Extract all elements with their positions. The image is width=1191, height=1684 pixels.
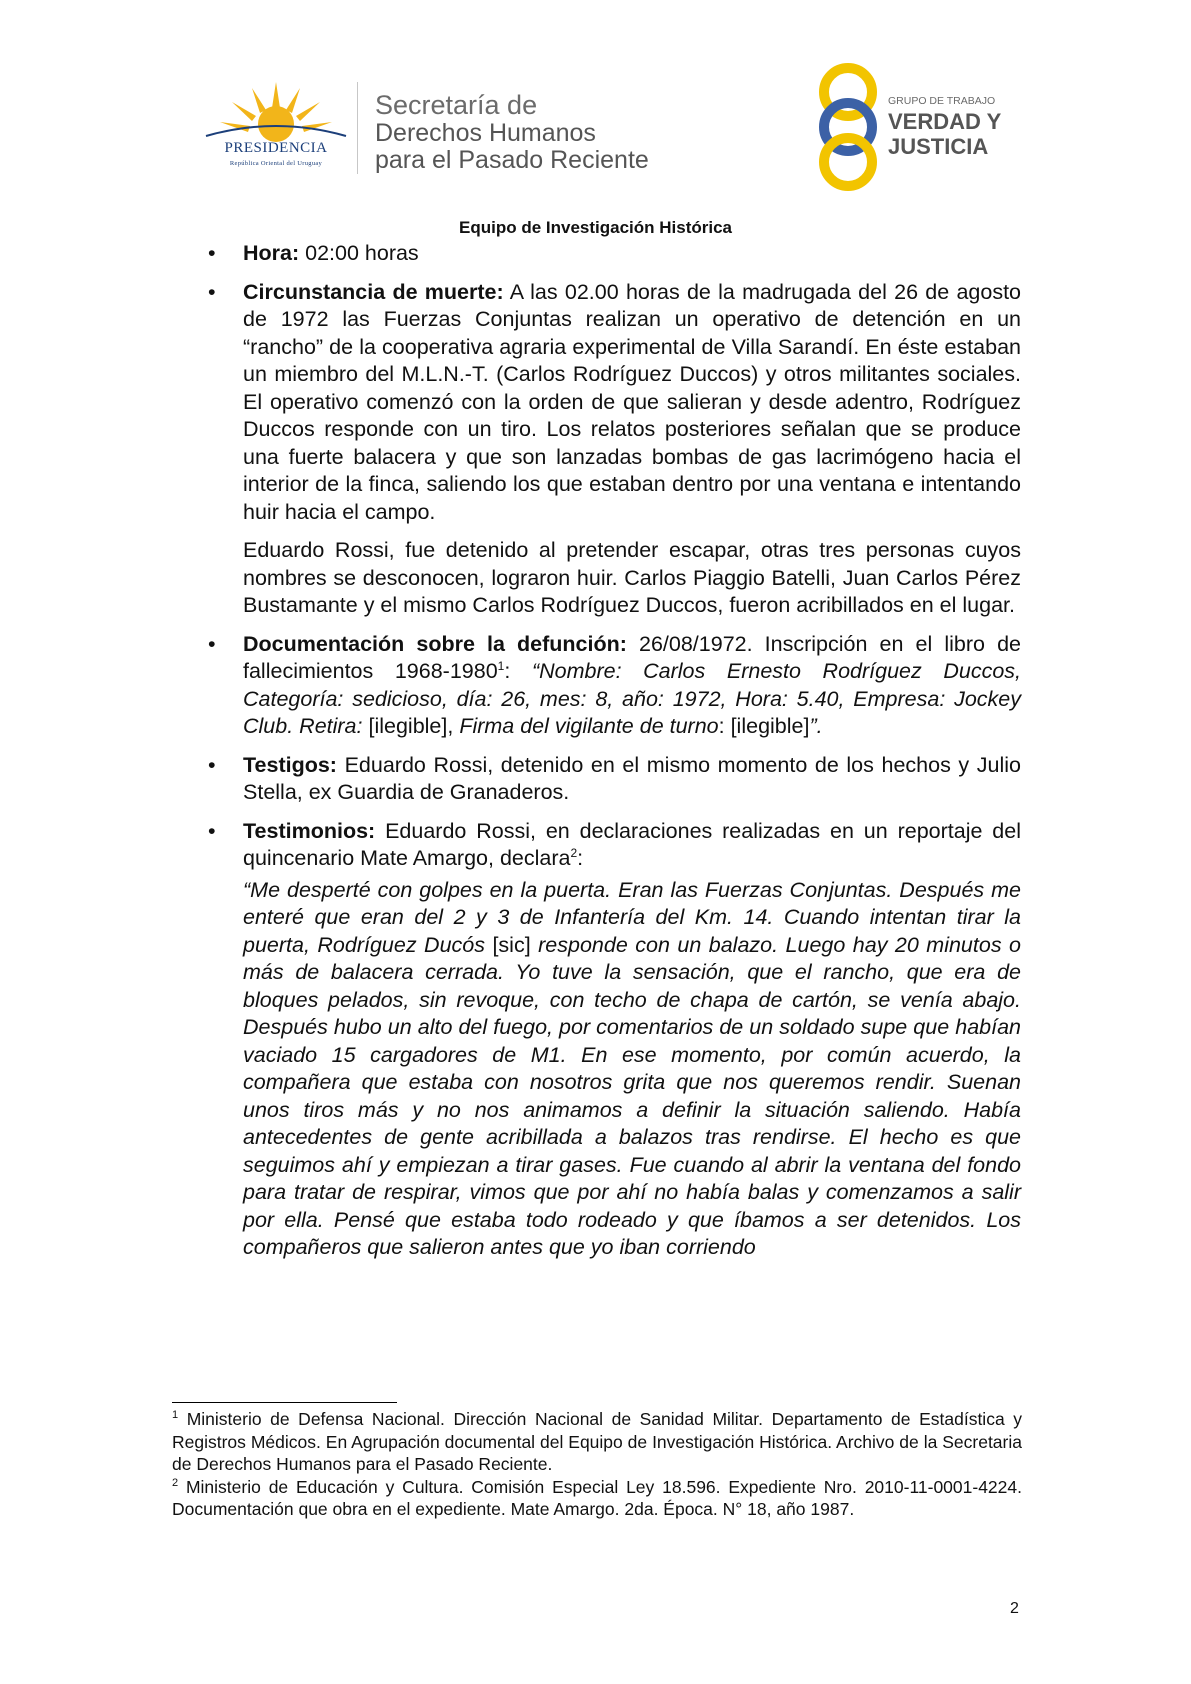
testimonios-label: Testimonios: — [243, 818, 376, 843]
list-item-documentacion — [208, 631, 1022, 741]
documentacion-label: Documentación sobre la defunción: — [243, 631, 627, 656]
hora-value: 02:00 horas — [299, 241, 419, 265]
documentacion-text-4: : [ilegible] — [718, 714, 810, 738]
bullet-icon: • — [208, 818, 216, 843]
documentacion-italic-3: ”. — [809, 714, 823, 738]
footnote-ref-2[interactable]: 2 — [570, 845, 578, 860]
documentacion-text-2: : — [504, 659, 532, 683]
quote-sic: [sic] — [492, 932, 531, 957]
circunstancia-paragraph-2: Eduardo Rossi, fue detenido al pretender escapar, otras tres personas cuyos nombres se desconocen, lograron huir. Carlos Piaggio Batelli, Juan Carlos Pérez Bustamante y el mismo Carlos Rodríguez Duccos, fueron acribillados en el lugar. — [243, 538, 1021, 617]
list-item-testimonios — [208, 818, 1021, 1262]
secretaria-logo — [375, 90, 705, 174]
secretaria-line-1: Secretaría de — [375, 90, 538, 120]
footnote-ref-1[interactable]: 1 — [497, 658, 505, 673]
footnote-separator — [172, 1402, 397, 1403]
circunstancia-paragraph-1 — [243, 279, 1021, 527]
gtvj-line-2: VERDAD Y — [888, 109, 1002, 134]
team-heading: Equipo de Investigación Histórica — [459, 218, 732, 237]
quote-text-2: responde con un balazo. Luego hay 20 minutos o más de balacera cerrada. Yo tuve la sensación, que el rancho, que era de bloques pelados, sin revoque, con techo de chapa de cartón, se venía abajo. Después hubo un alto del fuego, por comentarios de un soldado supe que habían vaciado 15 cargadores de M1. En ese momento, por común acuerdo, la compañera que estaba con nosotros grita que nos queremos rendir. Suenan unos tiros más y no nos animamos a definir la situación saliendo. Había antecedentes de gente acribillada a balazos tras rendirse. El hecho es que seguimos ahí y empiezan a tirar gases. Fue cuando al abrir la ventana del fondo para tratar de respirar, vimos que por ahí no había balas y comenzamos a salir por ella. Pensé que estaba todo rodeado y que íbamos a ser detenidos. Los compañeros que salieron antes que yo iban corriendo — [243, 932, 1021, 1259]
presidencia-logo — [196, 80, 356, 180]
gtvj-line-3: JUSTICIA — [888, 134, 989, 159]
circunstancia-label: Circunstancia de muerte: — [243, 279, 504, 304]
hora-label: Hora: — [243, 241, 300, 265]
bullet-icon: • — [208, 631, 216, 656]
gtvj-line-1: GRUPO DE TRABAJO — [888, 95, 996, 107]
testigos-label: Testigos: — [243, 752, 337, 777]
documentacion-italic-2: Firma del vigilante de turno — [459, 714, 719, 738]
testigos-value: Eduardo Rossi, detenido en el mismo momento de los hechos y Julio Stella, ex Guardia de Granaderos. — [243, 752, 1021, 804]
page-header — [0, 0, 1191, 237]
presidencia-title: PRESIDENCIA — [224, 140, 328, 156]
footnote-2 — [172, 1476, 1022, 1521]
bullet-icon: • — [208, 279, 216, 304]
documentacion-text-1: 26/08/1972. Inscripción en el libro de fallecimientos 1968-1980 — [243, 631, 1021, 683]
footnote-number: 2 — [172, 1476, 179, 1489]
header-divider — [357, 82, 358, 174]
footnote-text: Ministerio de Defensa Nacional. Dirección Nacional de Sanidad Militar. Departamento de Estadística y Registros Médicos. En Agrupación documental del Equipo de Investigación Histórica. Archivo de la Secretaria de Derechos Humanos para el Pasado Reciente. — [172, 1409, 1022, 1474]
footnote-text: Ministerio de Educación y Cultura. Comisión Especial Ley 18.596. Expediente Nro. 2010-11-0001-4224. Documentación que obra en el expediente. Mate Amargo. 2da. Época. N° 18, año 1987. — [172, 1476, 1022, 1519]
bullet-icon: • — [208, 241, 216, 265]
verdad-justicia-logo — [810, 62, 1050, 192]
secretaria-line-3: para el Pasado Reciente — [375, 146, 649, 174]
footnote-number: 1 — [172, 1409, 179, 1422]
documentacion-italic-1: “Nombre: Carlos Ernesto Rodríguez Duccos, Categoría: sedicioso, día: 26, mes: 8, año: 1972, Hora: 5.40, Empresa: Jockey Club. Retira: — [243, 659, 1022, 738]
document-body — [208, 240, 1022, 1273]
sun-icon — [196, 80, 356, 142]
list-item-hora — [208, 240, 1021, 268]
testimonios-text-1: Eduardo Rossi, en declaraciones realizadas en un reportaje del quincenario Mate Amargo, declara — [243, 818, 1021, 870]
testimonios-intro — [243, 818, 1021, 873]
list-item-circunstancia — [208, 279, 1022, 620]
presidencia-subtitle: República Oriental del Uruguay — [229, 160, 323, 167]
page-number: 2 — [1010, 1600, 1019, 1617]
testimony-quote — [243, 877, 1021, 1262]
list-item-testigos — [208, 752, 1021, 807]
secretaria-line-2: Derechos Humanos — [375, 119, 596, 147]
footnotes — [172, 1408, 1022, 1521]
quote-text-1: “Me desperté con golpes en la puerta. Eran las Fuerzas Conjuntas. Después me enteré que eran del 2 y 3 de Infantería del Km. 14. Cuando intentan tirar la puerta, Rodríguez Ducós — [243, 877, 1021, 957]
documentacion-text-3: [ilegible], — [362, 714, 460, 738]
bullet-icon: • — [208, 752, 216, 777]
testimonios-text-2: : — [577, 846, 584, 870]
footnote-1 — [172, 1408, 1022, 1476]
interlocked-rings-icon — [810, 62, 886, 192]
circunstancia-text-1: A las 02.00 horas de la madrugada del 26 de agosto de 1972 las Fuerzas Conjuntas realizan un operativo de detención en un “rancho” de la cooperativa agraria experimental de Villa Sarandí. En éste estaban un miembro del M.L.N.-T. (Carlos Rodríguez Duccos) y otros militantes sociales. El operativo comenzó con la orden de que salieran y desde adentro, Rodríguez Duccos responde con un tiro. Los relatos posteriores señalan que se produce una fuerte balacera y que son lanzadas bombas de gas lacrimógeno hacia el interior de la finca, saliendo los que estaban dentro por una ventana e intentando huir hacia el campo. — [243, 279, 1022, 524]
